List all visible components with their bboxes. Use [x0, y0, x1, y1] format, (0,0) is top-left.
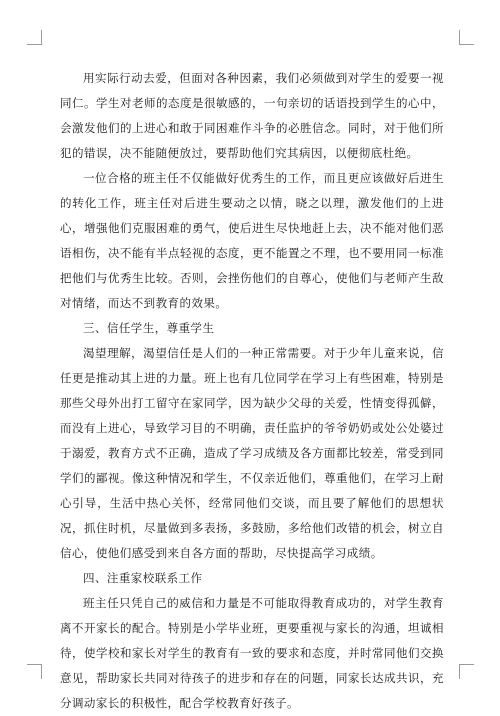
paragraph-home-school: 班主任只凭自己的威信和力量是不可能取得教育成功的，对学生教育离不开家长的配合。特别是小学毕业班，更要重视与家长的沟通，坦诚相待，使学校和家长对学生的教育有一致的要求和态度，并时常同他们交换意见，帮助家长共同对待孩子的进步和存在的问题，同家长达成共识，充分调动家长的积极性，配合学校教育好孩子。 [60, 596, 444, 710]
paragraph-backward-students: 一位合格的班主任不仅能做好优秀生的工作，而且更应该做好后进生的转化工作，班主任对后进生要动之以情，晓之以理，激发他们的上进心，增强他们克服困难的勇气，使后进生尽快地赶上去，决不能对他们恶语相伤，决不能有半点轻视的态度，更不能置之不理，也不要用同一标准把他们与优秀生比较。否则，会挫伤他们的自尊心，使他们与老师产生敌对情绪，而达不到教育的效果。 [60, 171, 444, 310]
section-heading-home-school: 四、注重家校联系工作 [83, 571, 203, 585]
paragraph-equal-love: 用实际行动去爱，但面对各种因素，我们必须做到对学生的爱要一视同仁。学生对老师的态度是很敏感的，一句亲切的话语投到学生的心中，会激发他们的上进心和敢于同困难作斗争的必胜信念。同时，对于他们所犯的错误，决不能随便放过，要帮助他们究其病因，以便彻底杜绝。 [60, 71, 444, 160]
paragraph-trust-respect: 渴望理解，渴望信任是人们的一种正常需要。对于少年儿童来说，信任更是推动其上进的力量。班上也有几位同学在学习上有些困难，特别是那些父母外出打工留守在家同学，因为缺少父母的关爱，性情变得孤僻，而没有上进心，导致学习目的不明确，责任监护的爷爷奶奶或处公处婆过于溺爱，教育方式不正确，造成了学习成绩及各方面都比较差，常受到同学们的鄙视。像这种情况和学生，不仅亲近他们，尊重他们，在学习上耐心引导，生活中热心关怀，经常同他们交谈，而且要了解他们的思想状况，抓住时机，尽量做到多表扬，多鼓励，多给他们改错的机会，树立自信心，使他们感受到来自各方面的帮助，尽快提高学习成绩。 [60, 346, 444, 560]
document-body [60, 66, 444, 716]
crop-mark-bottom-left [27, 664, 42, 679]
crop-mark-bottom-right [459, 664, 474, 679]
crop-mark-top-right [459, 30, 474, 45]
crop-mark-top-left [27, 30, 42, 45]
section-heading-trust-respect: 三、信任学生，尊重学生 [83, 321, 215, 335]
